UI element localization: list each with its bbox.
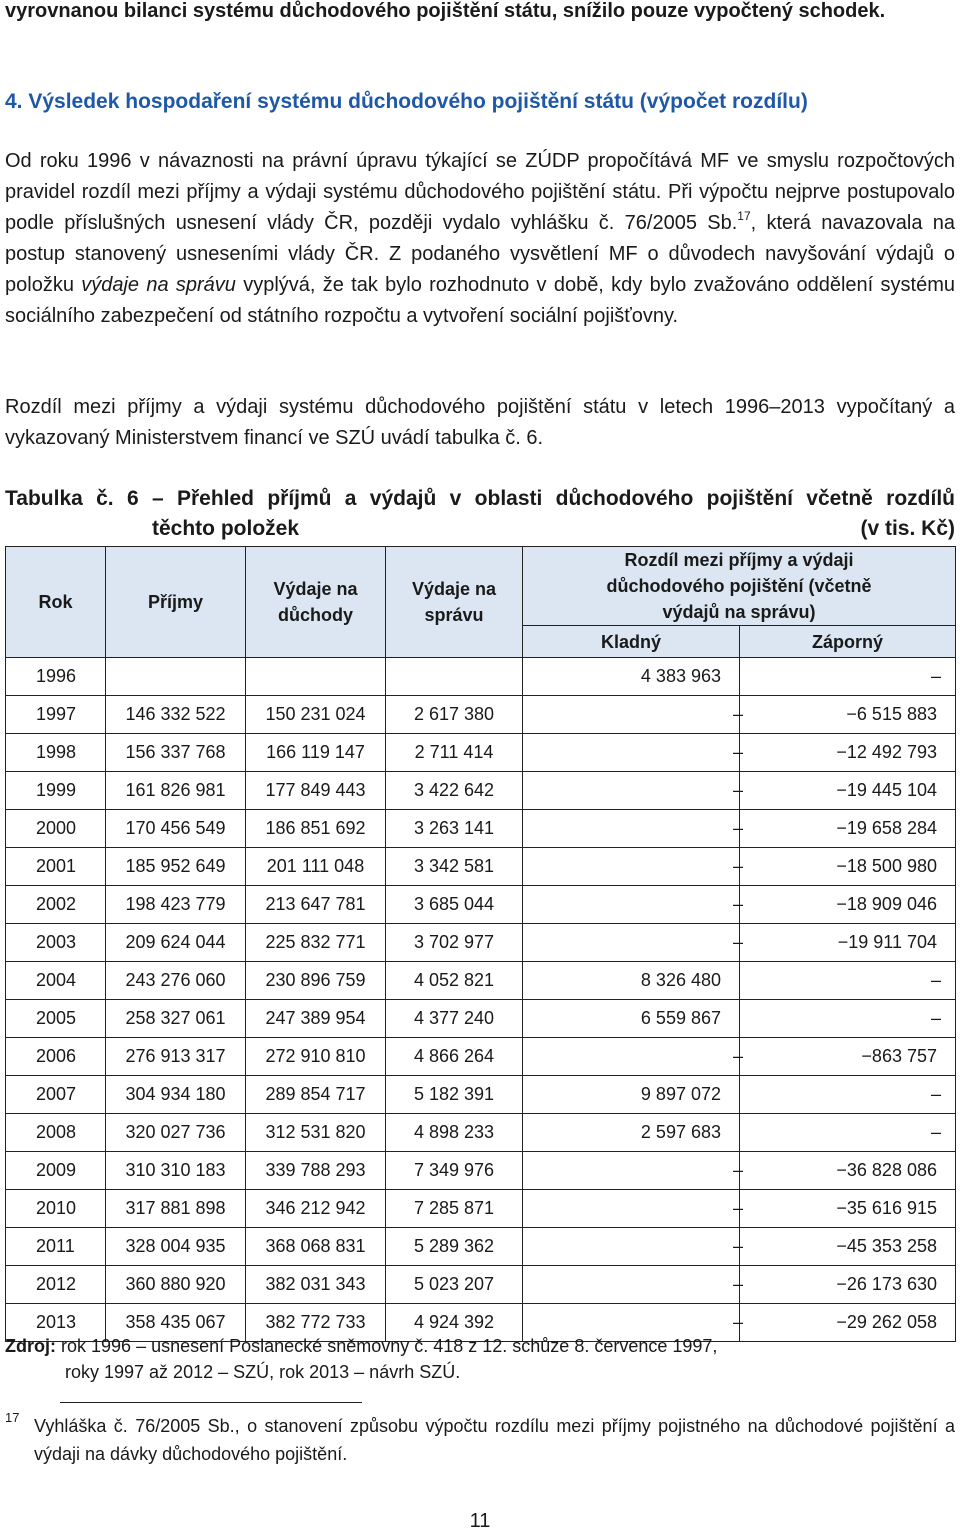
section-heading: 4. Výsledek hospodaření systému důchodového pojištění státu (výpočet rozdílu) — [5, 90, 808, 113]
header-vydaje-duchody: Výdaje na důchody — [246, 547, 386, 658]
cell-prijmy: 317 881 898 — [106, 1190, 246, 1228]
header-zaporny: Záporný — [740, 626, 956, 658]
cell-vydaje-duchody — [246, 658, 386, 696]
cell-rok: 2012 — [6, 1266, 106, 1304]
cell-vydaje-duchody: 166 119 147 — [246, 734, 386, 772]
para1-text-b: , která navazovala na postup stanovený usneseními vlády ČR. Z podaného vysvětlení MF o důvodech navyšování výdajů o položku — [5, 212, 955, 296]
cell-prijmy: 209 624 044 — [106, 924, 246, 962]
cell-vydaje-duchody: 213 647 781 — [246, 886, 386, 924]
cell-vydaje-duchody: 247 389 954 — [246, 1000, 386, 1038]
cell-vydaje-duchody: 368 068 831 — [246, 1228, 386, 1266]
cell-rok: 2002 — [6, 886, 106, 924]
cell-kladny: – — [523, 924, 740, 962]
cell-zaporny: – — [740, 1114, 956, 1152]
table-row — [6, 696, 956, 734]
cell-kladny: – — [523, 848, 740, 886]
cell-prijmy: 198 423 779 — [106, 886, 246, 924]
cell-prijmy: 185 952 649 — [106, 848, 246, 886]
cell-vydaje-sprava: 2 617 380 — [386, 696, 523, 734]
cell-kladny: – — [523, 734, 740, 772]
continued-text: vyrovnanou bilanci systému důchodového pojištění státu, snížilo pouze vypočtený schodek. — [5, 0, 886, 22]
cell-prijmy: 170 456 549 — [106, 810, 246, 848]
footnote-text: Vyhláška č. 76/2005 Sb., o stanovení způsobu výpočtu rozdílu mezi příjmy pojistného na důchodové pojištění a výdaji na dávky důchodového pojištění. — [34, 1416, 955, 1464]
cell-kladny: – — [523, 810, 740, 848]
table-row — [6, 810, 956, 848]
cell-kladny: – — [523, 1190, 740, 1228]
cell-prijmy — [106, 658, 246, 696]
cell-prijmy: 320 027 736 — [106, 1114, 246, 1152]
header-rok: Rok — [6, 547, 106, 658]
cell-zaporny: −19 911 704 — [740, 924, 956, 962]
table-title-unit: (v tis. Kč) — [860, 517, 955, 540]
source-line-2: roky 1997 až 2012 – SZÚ, rok 2013 – návrh SZÚ. — [65, 1362, 461, 1382]
cell-rok: 2013 — [6, 1304, 106, 1342]
cell-rok: 2000 — [6, 810, 106, 848]
header-vydaje-sprava: Výdaje na správu — [386, 547, 523, 658]
table-source — [5, 1333, 717, 1385]
cell-vydaje-sprava: 4 898 233 — [386, 1114, 523, 1152]
table-row — [6, 924, 956, 962]
cell-kladny: 8 326 480 — [523, 962, 740, 1000]
body-paragraph-1 — [5, 146, 955, 332]
source-line-1: rok 1996 – usnesení Poslanecké sněmovny č. 418 z 12. schůze 8. července 1997, — [61, 1336, 718, 1356]
table-row — [6, 658, 956, 696]
cell-vydaje-sprava: 4 377 240 — [386, 1000, 523, 1038]
cell-rok: 1996 — [6, 658, 106, 696]
cell-kladny: – — [523, 772, 740, 810]
table-row — [6, 848, 956, 886]
cell-zaporny: – — [740, 1000, 956, 1038]
cell-rok: 2011 — [6, 1228, 106, 1266]
cell-vydaje-duchody: 382 772 733 — [246, 1304, 386, 1342]
cell-vydaje-sprava: 3 342 581 — [386, 848, 523, 886]
cell-vydaje-sprava: 5 182 391 — [386, 1076, 523, 1114]
cell-prijmy: 258 327 061 — [106, 1000, 246, 1038]
table-row — [6, 962, 956, 1000]
cell-vydaje-duchody: 177 849 443 — [246, 772, 386, 810]
cell-zaporny: −863 757 — [740, 1038, 956, 1076]
para1-emphasis: výdaje na správu — [81, 274, 236, 296]
page-number: 11 — [469, 1510, 491, 1532]
table-body — [6, 658, 956, 1342]
cell-zaporny: −45 353 258 — [740, 1228, 956, 1266]
cell-rok: 2004 — [6, 962, 106, 1000]
header-rozdil: Rozdíl mezi příjmy a výdaji důchodového pojištění (včetně výdajů na správu) — [523, 547, 956, 626]
cell-vydaje-duchody: 201 111 048 — [246, 848, 386, 886]
cell-vydaje-duchody: 289 854 717 — [246, 1076, 386, 1114]
cell-prijmy: 276 913 317 — [106, 1038, 246, 1076]
cell-kladny: 9 897 072 — [523, 1076, 740, 1114]
cell-zaporny: – — [740, 962, 956, 1000]
table-row — [6, 1190, 956, 1228]
cell-rok: 2001 — [6, 848, 106, 886]
table-row — [6, 734, 956, 772]
cell-vydaje-duchody: 225 832 771 — [246, 924, 386, 962]
cell-vydaje-sprava: 3 263 141 — [386, 810, 523, 848]
cell-prijmy: 243 276 060 — [106, 962, 246, 1000]
cell-vydaje-duchody: 346 212 942 — [246, 1190, 386, 1228]
table-row — [6, 1152, 956, 1190]
cell-rok: 1997 — [6, 696, 106, 734]
cell-vydaje-sprava: 2 711 414 — [386, 734, 523, 772]
cell-kladny: 2 597 683 — [523, 1114, 740, 1152]
footnote-divider — [60, 1402, 362, 1403]
cell-vydaje-sprava: 3 685 044 — [386, 886, 523, 924]
cell-rok: 1999 — [6, 772, 106, 810]
table-title-line1: Tabulka č. 6 – Přehled příjmů a výdajů v oblasti důchodového pojištění včetně rozdílů — [5, 487, 955, 510]
cell-rok: 2009 — [6, 1152, 106, 1190]
cell-prijmy: 360 880 920 — [106, 1266, 246, 1304]
cell-vydaje-duchody: 312 531 820 — [246, 1114, 386, 1152]
table-title-line2 — [5, 514, 955, 544]
cell-vydaje-sprava: 7 349 976 — [386, 1152, 523, 1190]
footnote-number: 17 — [5, 1410, 20, 1425]
cell-zaporny: −12 492 793 — [740, 734, 956, 772]
cell-zaporny: −35 616 915 — [740, 1190, 956, 1228]
cell-vydaje-duchody: 230 896 759 — [246, 962, 386, 1000]
header-prijmy: Příjmy — [106, 547, 246, 658]
table-row — [6, 772, 956, 810]
cell-kladny: – — [523, 886, 740, 924]
cell-kladny: – — [523, 1266, 740, 1304]
cell-vydaje-sprava: 4 052 821 — [386, 962, 523, 1000]
cell-prijmy: 161 826 981 — [106, 772, 246, 810]
cell-prijmy: 304 934 180 — [106, 1076, 246, 1114]
cell-vydaje-sprava: 5 289 362 — [386, 1228, 523, 1266]
cell-vydaje-duchody: 382 031 343 — [246, 1266, 386, 1304]
cell-vydaje-duchody: 150 231 024 — [246, 696, 386, 734]
cell-rok: 2007 — [6, 1076, 106, 1114]
cell-vydaje-duchody: 339 788 293 — [246, 1152, 386, 1190]
cell-rok: 2005 — [6, 1000, 106, 1038]
table-title — [5, 484, 955, 544]
pension-table — [5, 546, 956, 1342]
cell-prijmy: 358 435 067 — [106, 1304, 246, 1342]
cell-zaporny: – — [740, 1076, 956, 1114]
footnote-ref[interactable]: 17 — [737, 209, 751, 223]
cell-vydaje-sprava: 4 924 392 — [386, 1304, 523, 1342]
table-row — [6, 1228, 956, 1266]
cell-zaporny: −18 500 980 — [740, 848, 956, 886]
cell-rok: 2003 — [6, 924, 106, 962]
para1-text-a: Od roku 1996 v návaznosti na právní úpravu týkající se ZÚDP propočítává MF ve smyslu rozpočtových pravidel rozdíl mezi příjmy a výdaji systému důchodového pojištění státu. Při výpočtu nejprve postupovalo podle příslušných usnesení vlády ČR, později vydalo vyhlášku č. 76/2005 Sb. — [5, 150, 955, 234]
cell-vydaje-sprava: 4 866 264 — [386, 1038, 523, 1076]
cell-rok: 2006 — [6, 1038, 106, 1076]
cell-vydaje-duchody: 186 851 692 — [246, 810, 386, 848]
cell-kladny: – — [523, 1152, 740, 1190]
cell-vydaje-sprava — [386, 658, 523, 696]
body-paragraph-2: Rozdíl mezi příjmy a výdaji systému důchodového pojištění státu v letech 1996–2013 vypočítaný a vykazovaný Ministerstvem financí ve SZÚ uvádí tabulka č. 6. — [5, 396, 955, 449]
cell-zaporny: −19 445 104 — [740, 772, 956, 810]
cell-vydaje-sprava: 3 702 977 — [386, 924, 523, 962]
table-row — [6, 1038, 956, 1076]
cell-rok: 1998 — [6, 734, 106, 772]
cell-vydaje-sprava: 7 285 871 — [386, 1190, 523, 1228]
cell-zaporny: – — [740, 658, 956, 696]
cell-kladny: – — [523, 1038, 740, 1076]
table-row — [6, 1000, 956, 1038]
table-title-subject: těchto položek — [152, 517, 300, 540]
table-row — [6, 1076, 956, 1114]
cell-kladny: – — [523, 1304, 740, 1342]
table-row — [6, 886, 956, 924]
table-row — [6, 1266, 956, 1304]
cell-vydaje-sprava: 5 023 207 — [386, 1266, 523, 1304]
para1-text-c: vyplývá, že tak bylo rozhodnuto v době, kdy bylo zvažováno oddělení systému sociálního zabezpečení od státního rozpočtu a vytvoření sociální pojišťovny. — [5, 274, 955, 327]
cell-prijmy: 328 004 935 — [106, 1228, 246, 1266]
cell-kladny: – — [523, 1228, 740, 1266]
header-kladny: Kladný — [523, 626, 740, 658]
cell-zaporny: −6 515 883 — [740, 696, 956, 734]
cell-rok: 2008 — [6, 1114, 106, 1152]
table-row — [6, 1114, 956, 1152]
cell-prijmy: 146 332 522 — [106, 696, 246, 734]
cell-vydaje-sprava: 3 422 642 — [386, 772, 523, 810]
cell-kladny: 6 559 867 — [523, 1000, 740, 1038]
cell-zaporny: −36 828 086 — [740, 1152, 956, 1190]
cell-zaporny: −29 262 058 — [740, 1304, 956, 1342]
cell-kladny: – — [523, 696, 740, 734]
cell-zaporny: −26 173 630 — [740, 1266, 956, 1304]
cell-kladny: 4 383 963 — [523, 658, 740, 696]
cell-prijmy: 310 310 183 — [106, 1152, 246, 1190]
source-label: Zdroj: — [5, 1336, 56, 1356]
cell-zaporny: −19 658 284 — [740, 810, 956, 848]
cell-prijmy: 156 337 768 — [106, 734, 246, 772]
cell-rok: 2010 — [6, 1190, 106, 1228]
cell-vydaje-duchody: 272 910 810 — [246, 1038, 386, 1076]
cell-zaporny: −18 909 046 — [740, 886, 956, 924]
